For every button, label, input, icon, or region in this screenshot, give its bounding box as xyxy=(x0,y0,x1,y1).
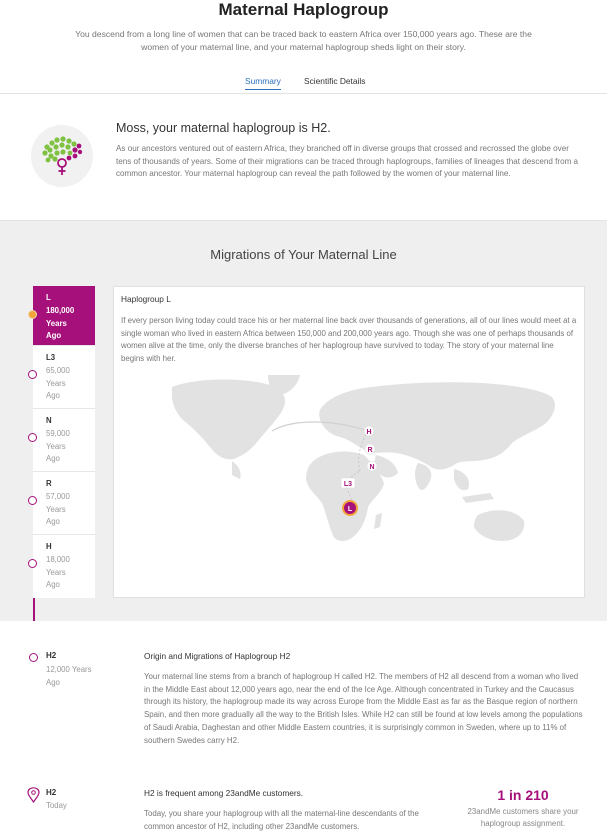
map-marker-l3[interactable] xyxy=(341,478,355,488)
timeline-ago: Ago xyxy=(46,517,60,527)
page-subtitle: You descend from a long line of women that can be traced back to eastern Africa over 150,000 years ago. These are the women of your maternal line, and your maternal haplogroup sheds light on their story. xyxy=(75,29,532,52)
timeline-marker xyxy=(28,433,37,442)
timeline-unit: Years xyxy=(46,567,66,577)
timeline-unit: Years xyxy=(46,318,67,328)
haplogroup-detail-card xyxy=(113,286,585,598)
timeline-item-r[interactable] xyxy=(33,472,95,535)
timeline-ago: Ago xyxy=(46,331,62,341)
origin-years: 12,000 Years Ago xyxy=(46,665,92,687)
timeline-unit: Years xyxy=(46,378,66,388)
svg-text:L3: L3 xyxy=(343,481,353,488)
timeline-haplogroup: R xyxy=(46,479,52,488)
intro-text: As our ancestors ventured out of eastern Africa, they branched off in diverse groups that crossed and recrossed the globe over tens of thousands of years. Some of their migrations can be traced through haplogroups, families of lineages that descend from a common ancestor. Your maternal haplogroup can reveal the path followed by the women of your maternal line. xyxy=(116,144,579,179)
migration-timeline xyxy=(33,286,95,598)
migrations-title: Migrations of Your Maternal Line xyxy=(210,247,397,262)
tab-bar xyxy=(0,76,607,94)
origin-title: Origin and Migrations of Haplogroup H2 xyxy=(144,651,291,661)
haplogroup-heading: Moss, your maternal haplogroup is H2. xyxy=(116,121,331,135)
timeline-haplogroup: H xyxy=(46,542,52,551)
timeline-years: 65,000 xyxy=(46,365,70,375)
timeline-ago: Ago xyxy=(46,391,60,401)
timeline-unit: Years xyxy=(46,441,66,451)
tab-summary[interactable]: Summary xyxy=(245,76,281,90)
timeline-marker-h2 xyxy=(29,653,38,662)
map-marker-h[interactable] xyxy=(364,426,374,436)
timeline-years: 59,000 xyxy=(46,428,70,438)
origin-haplogroup: H2 xyxy=(46,651,57,660)
timeline-marker xyxy=(28,559,37,568)
svg-text:H: H xyxy=(366,429,372,436)
timeline-years: 57,000 xyxy=(46,491,70,501)
timeline-unit: Years xyxy=(46,504,66,514)
timeline-ago: Ago xyxy=(46,580,60,590)
detail-text: If every person living today could trace his or her maternal line back over thousands of generations, all of our lines would meet at a single woman who lived in eastern Africa between 150,000 and 200,000 years ago. Though she was one of perhaps thousands of women alive at the time, only the diverse branches of her haplogroup have survived to today. The story of your maternal line begins with her. xyxy=(121,316,577,364)
svg-text:R: R xyxy=(367,447,373,454)
timeline-haplogroup: L xyxy=(46,293,51,302)
stat-label: 23andMe customers share your haplogroup assignment. xyxy=(467,807,579,828)
timeline-marker xyxy=(28,310,37,319)
timeline-item-l[interactable] xyxy=(33,286,95,346)
tab-scientific-details[interactable]: Scientific Details xyxy=(304,76,366,86)
timeline-ago: Ago xyxy=(46,454,60,464)
timeline-years: 18,000 xyxy=(46,554,70,564)
today-haplogroup: H2 xyxy=(46,788,57,797)
timeline-marker xyxy=(28,496,37,505)
page-title: Maternal Haplogroup xyxy=(218,0,389,19)
continents xyxy=(172,375,555,541)
detail-title: Haplogroup L xyxy=(121,294,171,304)
frequency-title: H2 is frequent among 23andMe customers. xyxy=(144,788,304,798)
svg-text:N: N xyxy=(369,464,375,471)
page-header xyxy=(0,0,607,94)
map-marker-l[interactable] xyxy=(343,501,357,515)
today-label: Today xyxy=(46,801,67,810)
origin-text: Your maternal line stems from a branch of haplogroup H called H2. The members of H2 all descend from a woman who lived in the Middle East about 12,000 years ago, near the end of the Ice Age. Although concentrated in Turkey and the Caucasus through its history, the haplogroup made its way across Europe from the Middle East as far as the Basque region of northern Spain, and then more gradually all the way to the British Isles. While H2 can still be found at low levels among the populations of Saudi Arabia, Daghestan and other Middle Eastern countries, it is surprisingly common in Sweden, where up to 11% of southern Swedes carry H2. xyxy=(144,672,583,745)
maternal-tree-icon xyxy=(31,125,93,187)
map-marker-r[interactable] xyxy=(365,444,375,454)
frequency-stat xyxy=(455,787,591,830)
timeline-marker xyxy=(28,370,37,379)
location-pin-icon xyxy=(27,787,40,803)
timeline-item-n[interactable] xyxy=(33,409,95,472)
timeline-haplogroup: L3 xyxy=(46,353,56,362)
world-migration-map xyxy=(172,375,562,565)
map-marker-n[interactable] xyxy=(367,461,377,471)
svg-text:L: L xyxy=(347,506,353,513)
timeline-years: 180,000 xyxy=(46,305,75,315)
timeline-item-l3[interactable] xyxy=(33,346,95,409)
frequency-text: Today, you share your haplogroup with all the maternal-line descendants of the common ancestor of H2, including other 23andMe customers. xyxy=(144,809,419,831)
timeline-haplogroup: N xyxy=(46,416,52,425)
intro-section xyxy=(0,94,607,221)
stat-value: 1 in 210 xyxy=(497,787,549,803)
timeline-item-h[interactable] xyxy=(33,535,95,598)
